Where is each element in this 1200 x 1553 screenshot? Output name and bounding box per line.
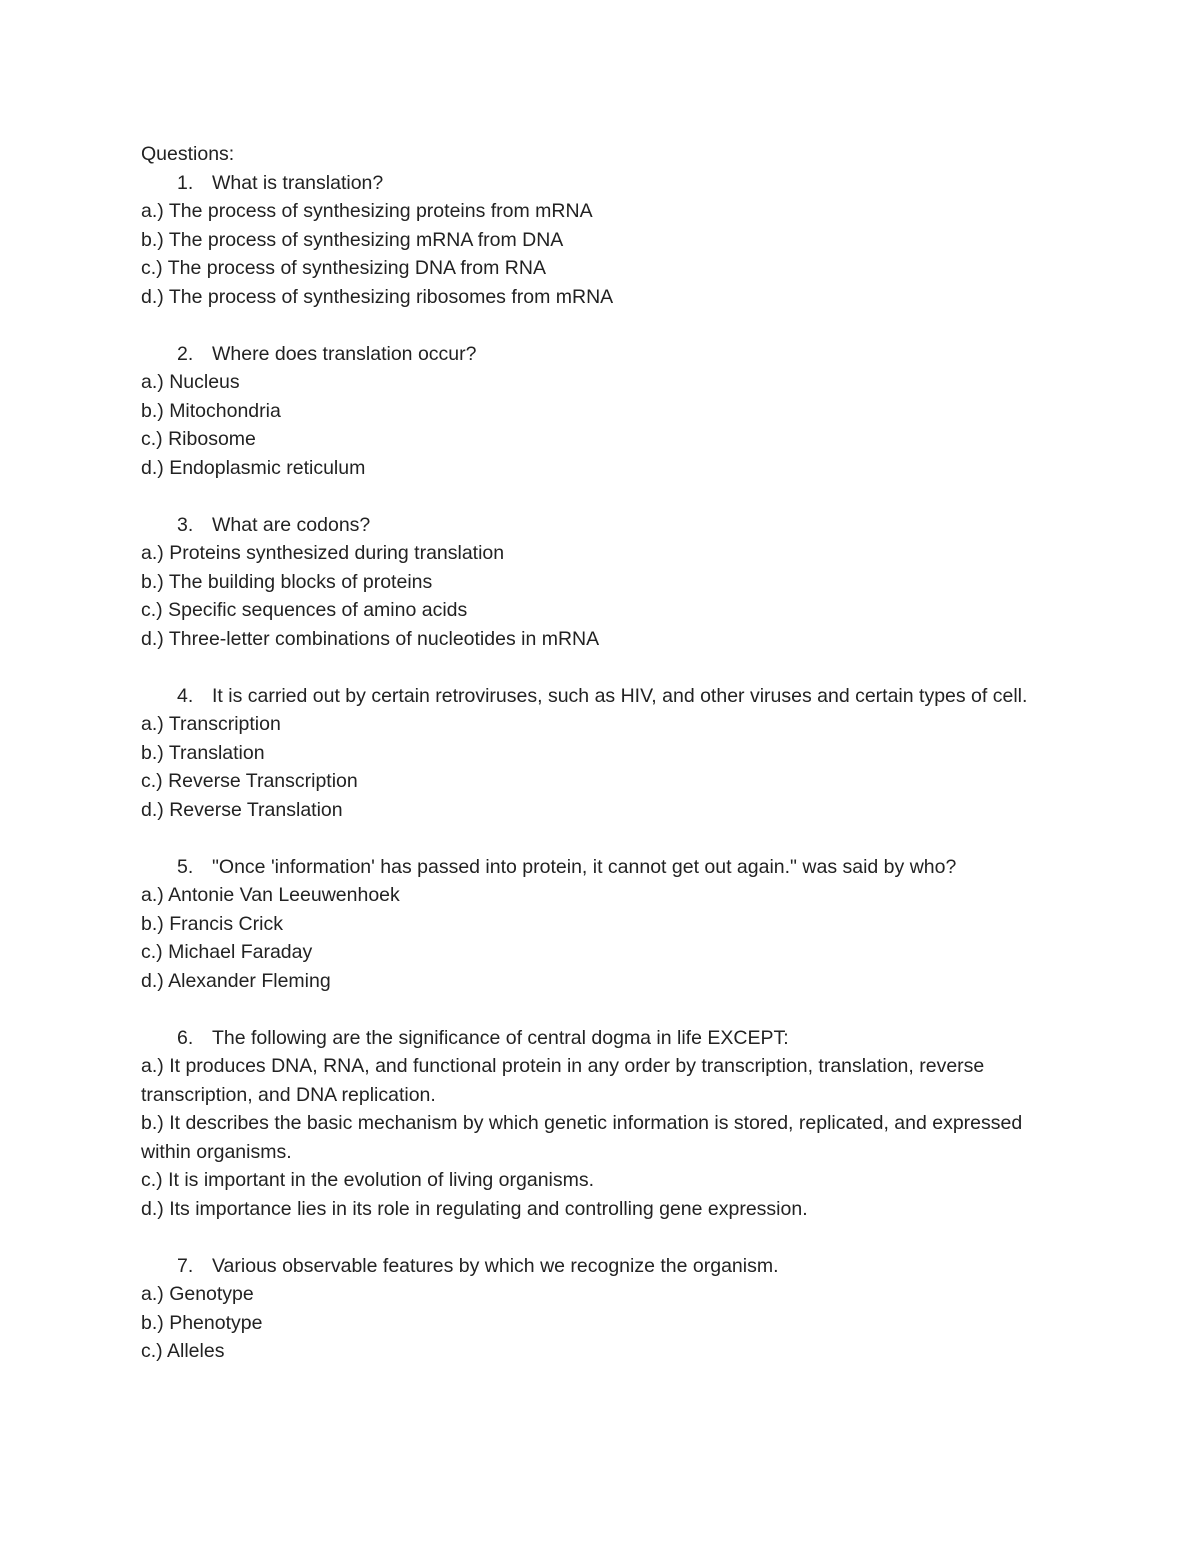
question-text: What are codons? (212, 513, 371, 536)
option-text: Its importance lies in its role in regulating and controlling gene expression. (169, 1197, 808, 1220)
answer-option (141, 1309, 1071, 1338)
option-letter: b.) (141, 912, 164, 935)
option-text: Proteins synthesized during translation (169, 542, 505, 564)
option-letter: b.) (141, 570, 164, 593)
option-letter: d.) (141, 798, 164, 821)
option-text: Specific sequences of amino acids (168, 599, 468, 621)
question-text: What is translation? (212, 171, 384, 194)
question-number: 4. (177, 684, 194, 707)
option-letter: a.) (141, 371, 164, 393)
answer-option (141, 1166, 1071, 1195)
option-text: Genotype (169, 1283, 254, 1305)
option-text: The building blocks of proteins (168, 570, 433, 593)
question-stem (141, 1024, 1071, 1053)
option-text: Francis Crick (169, 912, 283, 935)
question-stem (141, 340, 1071, 369)
option-text: It is important in the evolution of living organisms. (168, 1169, 595, 1191)
option-letter: d.) (141, 285, 164, 308)
option-text: Ribosome (168, 428, 256, 450)
answer-option (141, 881, 1071, 910)
answer-option (141, 368, 1071, 397)
answer-option (141, 1109, 1071, 1166)
option-text: Three-letter combinations of nucleotides in mRNA (168, 627, 600, 650)
option-letter: b.) (141, 1311, 164, 1334)
question-number: 1. (177, 171, 194, 194)
question-number: 6. (177, 1026, 194, 1049)
answer-option (141, 1337, 1071, 1366)
answer-option (141, 796, 1071, 825)
answer-option (141, 1280, 1071, 1309)
answer-option (141, 625, 1071, 654)
option-letter: b.) (141, 741, 164, 764)
option-letter: a.) (141, 1055, 164, 1077)
question-text: "Once 'information' has passed into protein, it cannot get out again." was said by who? (212, 855, 957, 878)
option-text: Reverse Transcription (168, 770, 358, 792)
option-letter: d.) (141, 969, 164, 992)
question-list (141, 169, 1071, 1366)
option-letter: c.) (141, 1340, 163, 1362)
question-block (141, 682, 1071, 825)
question-number: 2. (177, 342, 194, 365)
questions-heading: Questions: (141, 143, 235, 165)
option-text: Translation (168, 741, 265, 764)
question-stem (141, 853, 1071, 882)
option-text: Michael Faraday (168, 941, 313, 963)
option-text: It describes the basic mechanism by which genetic information is stored, replicated, and expressed within organisms. (141, 1112, 1023, 1163)
option-letter: c.) (141, 770, 163, 792)
option-letter: a.) (141, 884, 164, 906)
question-number: 7. (177, 1254, 194, 1277)
question-number: 5. (177, 855, 194, 878)
option-text: It produces DNA, RNA, and functional protein in any order by transcription, translation, reverse transcription, and DNA replication. (141, 1055, 985, 1106)
answer-option (141, 283, 1071, 312)
question-block (141, 1252, 1071, 1366)
answer-option (141, 767, 1071, 796)
option-letter: c.) (141, 1169, 163, 1191)
option-text: Alleles (167, 1340, 225, 1362)
option-letter: a.) (141, 542, 164, 564)
answer-option (141, 739, 1071, 768)
option-text: The process of synthesizing DNA from RNA (167, 257, 546, 279)
option-letter: d.) (141, 1197, 164, 1220)
option-letter: d.) (141, 456, 164, 479)
option-text: The process of synthesizing mRNA from DNA (168, 228, 564, 251)
question-block (141, 511, 1071, 654)
option-text: The process of synthesizing proteins from mRNA (168, 200, 593, 222)
answer-option (141, 539, 1071, 568)
answer-option (141, 1195, 1071, 1224)
option-letter: b.) (141, 399, 164, 422)
option-letter: c.) (141, 257, 163, 279)
answer-option (141, 454, 1071, 483)
answer-option (141, 254, 1071, 283)
document-content (141, 140, 1071, 1394)
option-letter: c.) (141, 428, 163, 450)
answer-option (141, 226, 1071, 255)
option-text: Reverse Translation (169, 798, 343, 821)
question-block (141, 1024, 1071, 1224)
option-text: Phenotype (169, 1311, 263, 1334)
option-text: Antonie Van Leeuwenhoek (168, 884, 400, 906)
question-number: 3. (177, 513, 194, 536)
option-text: Alexander Fleming (168, 969, 331, 992)
answer-option (141, 710, 1071, 739)
option-text: Nucleus (169, 371, 240, 393)
option-letter: d.) (141, 627, 164, 650)
question-text: It is carried out by certain retroviruses, such as HIV, and other viruses and certain types of cell. (212, 684, 1028, 707)
question-text: Various observable features by which we recognize the organism. (212, 1254, 779, 1277)
answer-option (141, 568, 1071, 597)
question-block (141, 853, 1071, 996)
option-text: Endoplasmic reticulum (169, 456, 366, 479)
option-letter: a.) (141, 200, 164, 222)
question-stem (141, 682, 1071, 711)
answer-option (141, 1052, 1071, 1109)
option-letter: a.) (141, 713, 164, 735)
option-text: Mitochondria (169, 399, 281, 422)
answer-option (141, 967, 1071, 996)
question-block (141, 169, 1071, 312)
answer-option (141, 397, 1071, 426)
question-stem (141, 1252, 1071, 1281)
question-stem (141, 169, 1071, 198)
answer-option (141, 425, 1071, 454)
option-letter: c.) (141, 941, 163, 963)
option-letter: c.) (141, 599, 163, 621)
option-text: Transcription (168, 713, 281, 735)
option-letter: b.) (141, 228, 164, 251)
option-letter: a.) (141, 1283, 164, 1305)
question-text: The following are the significance of central dogma in life EXCEPT: (212, 1026, 789, 1049)
question-text: Where does translation occur? (212, 342, 477, 365)
option-text: The process of synthesizing ribosomes from mRNA (168, 285, 614, 308)
answer-option (141, 938, 1071, 967)
answer-option (141, 910, 1071, 939)
option-letter: b.) (141, 1112, 164, 1134)
answer-option (141, 596, 1071, 625)
question-block (141, 340, 1071, 483)
answer-option (141, 197, 1071, 226)
question-stem (141, 511, 1071, 540)
